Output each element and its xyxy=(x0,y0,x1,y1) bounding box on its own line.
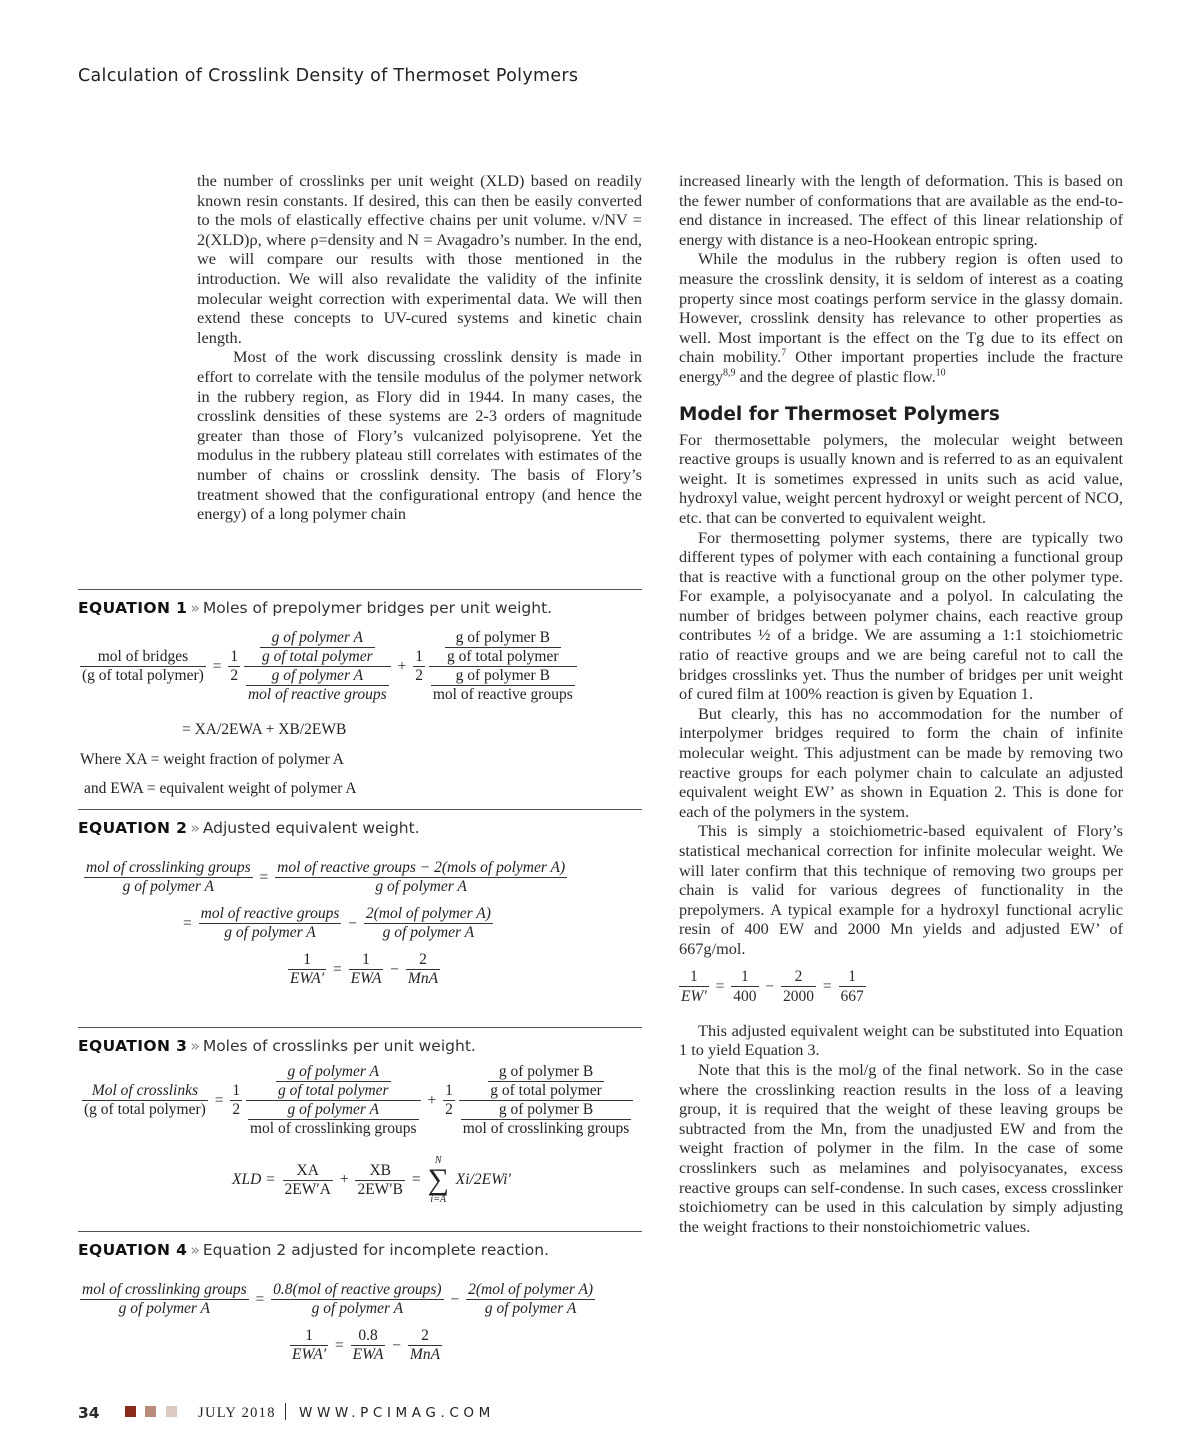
eq2-term-2: $\frac{\text{2(mol of polymer A)}}{\text{g of polymer A}}$ xyxy=(365,905,491,941)
footer-square-2 xyxy=(145,1406,156,1417)
eq1-where-1: Where XA = weight fraction of polymer A xyxy=(80,751,344,768)
reference-8-9: 8,9 xyxy=(723,367,736,379)
reference-7: 7 xyxy=(781,347,787,359)
left-paragraph-2: Most of the work discussing crosslink density is made in effort to correlate with the tensile modulus of the polymer network in the rubbery region, as Flory did in 1944. In many cases, the crosslink densities of these systems are 2-3 orders of magnitude greater than those of Flory’s vulcanized polyisoprene. Yet the modulus in the rubbery plateau still correlates with estimates of the number of chains or crosslink density. The basis of Flory’s treatment showed that the configurational entropy (and hence the energy) of a long polymer chain xyxy=(197,347,642,524)
eq4-inv-mn: $\frac{2}{\text{MnA}}$ xyxy=(409,1327,441,1363)
inline-equation-example: $\frac{1}{EW'}$ = $\frac{1}{400}$ − $\frac{2}{2000}$ = $\frac{1}{667}$ xyxy=(681,967,864,1006)
section-heading: Model for Thermoset Polymers xyxy=(679,403,1000,425)
equation-2: EQUATION 2 » Adjusted equivalent weight. $\frac{\text{mol of crosslinking groups}}{\text{g of polymer A}}$ = $\frac{\text{mol of reactive groups − 2(mols of polymer A)}}{\text{g of polymer A}}$ = $\frac{\text{mol of reactive groups}}{\text{g of polymer A}}$ − $\frac{\text{2(mol of polymer A)}}{\text{g of polymer A}}$ $\frac{1}{\text{EWA′}}$ = $\frac{1}{\text{EWA}}$ − $\frac{2}{\text{MnA}}$ xyxy=(78,809,642,1017)
equation-2-number: EQUATION 2 xyxy=(78,819,188,837)
equation-4-label: EQUATION 4 » Equation 2 adjusted for incomplete reaction. xyxy=(78,1241,550,1259)
right-paragraph-5: But clearly, this has no accommodation for the number of interpolymer bridges required to form the chain of infinite molecular weight. This adjustment can be made by removing two reactive groups for each polymer chain to calculate an adjusted equivalent weight EW’ as shown in Equation 2. This is done for each of the polymers in the system. xyxy=(679,703,1123,821)
eq1-half-a: $\frac{1}{2}$ xyxy=(230,648,239,684)
eq3-sum-term: Xi/2EWi′ xyxy=(455,1171,511,1188)
eq2-inv-mn: $\frac{2}{\text{MnA}}$ xyxy=(407,951,439,987)
eq1-term-a: $\frac{\frac{\text{g of polymer A}}{\text{g of total polymer}}}{\frac{\text{g of polymer A}}{\text{mol of reactive groups}}}$ xyxy=(244,629,391,704)
equation-2-label: EQUATION 2 » Adjusted equivalent weight. xyxy=(78,819,420,837)
eq3-term-b: $\frac{\frac{\text{g of polymer B}}{\text{g of total polymer}}}{\frac{\text{g of polymer B}}{\text{mol of crosslinking groups}}}$ xyxy=(459,1063,634,1138)
eq4-term-2: $\frac{\text{2(mol of polymer A)}}{\text{g of polymer A}}$ xyxy=(468,1281,594,1317)
equation-3-caption: Moles of crosslinks per unit weight. xyxy=(202,1037,476,1055)
equation-3-rule xyxy=(78,1027,642,1028)
eq2-inv-ewp: $\frac{1}{\text{EWA′}}$ xyxy=(290,951,325,987)
eq4-term-1: $\frac{\text{0.8(mol of reactive groups)}}{\text{g of polymer A}}$ xyxy=(273,1281,442,1317)
left-column xyxy=(197,171,642,524)
eq3-sum: N ∑ i=A xyxy=(427,1155,449,1205)
right-paragraph-7: This adjusted equivalent weight can be substituted into Equation 1 to yield Equation 3. xyxy=(679,1020,1123,1060)
equation-1: EQUATION 1 » Moles of prepolymer bridges per unit weight. $\frac{\text{mol of bridges}}{\text{(g of total polymer)}}$ = $\frac{1}{2}$ $\frac{\frac{\text{g of polymer A}}{\text{g of total polymer}}}{\frac{\text{g of polymer A}}{\text{mol of reactive groups}}}$ + $\frac{1}{2}$ $\frac{\frac{\text{g of polymer B}}{\text{g of total polymer}}}{\frac{\text{g of polymer B}}{\text{mol of reactive groups}}}$ = XA/2EWA + XB/2EWB Where XA = weight fraction of polymer A and EWA = equivalent weight of polymer A xyxy=(78,589,642,797)
eq3-term-a: $\frac{\frac{\text{g of polymer A}}{\text{g of total polymer}}}{\frac{\text{g of polymer A}}{\text{mol of crosslinking groups}}}$ xyxy=(246,1063,421,1138)
eq4-inv-ewp: $\frac{1}{\text{EWA′}}$ xyxy=(292,1327,327,1363)
eq1-result: = XA/2EWA + XB/2EWB xyxy=(182,721,347,738)
eq3-xld: XLD = xyxy=(232,1171,276,1188)
right-paragraph-3: For thermosettable polymers, the molecular weight between reactive groups is usually known and is referred to as an equivalent weight. It is sometimes expressed in units such as acid value, hydroxyl value, weight percent hydroxyl or weight percent of NCO, etc. that can be converted to equivalent weight. xyxy=(679,429,1123,527)
equation-4: EQUATION 4 » Equation 2 adjusted for incomplete reaction. $\frac{\text{mol of crosslinking groups}}{\text{g of polymer A}}$ = $\frac{\text{0.8(mol of reactive groups)}}{\text{g of polymer A}}$ − $\frac{\text{2(mol of polymer A)}}{\text{g of polymer A}}$ $\frac{1}{\text{EWA′}}$ = $\frac{0.8}{\text{EWA}}$ − $\frac{2}{\text{MnA}}$ xyxy=(78,1231,642,1399)
eq1-half-b: $\frac{1}{2}$ xyxy=(415,648,423,684)
eq3-half-b: $\frac{1}{2}$ xyxy=(445,1082,453,1118)
footer-url[interactable]: WWW.PCIMAG.COM xyxy=(299,1405,495,1421)
equation-4-number: EQUATION 4 xyxy=(78,1241,188,1259)
eq3-half-a: $\frac{1}{2}$ xyxy=(232,1082,241,1118)
equation-3-label: EQUATION 3 » Moles of crosslinks per unit weight. xyxy=(78,1037,476,1055)
right-paragraph-2: While the modulus in the rubbery region is often used to measure the crosslink density, it is seldom of interest as a coating property since most coatings perform service in the glassy domain. However, crosslink density has relevance to other properties as well. Most important is the effect on the Tg due to its effect on chain mobility.$^7$ Other important properties include the fracture energy$^{8,9}$ and the degree of plastic flow.$^{10}$ xyxy=(679,249,1123,386)
right-paragraph-8: Note that this is the mol/g of the final network. So in the case where the crosslinking reaction results in the loss of a leaving group, it is required that the weight of these leaving groups be subtracted from the Mn, from the unadjusted EW and from the weight fraction of polymer in the film. In the case of some crosslinkers such as melamines and polyisocyanates, excess reactive groups can self-condense. In such cases, excess crosslinker stoichiometry can be used in this calculation by simply adjusting the weight fractions to their nonstoichiometric values. xyxy=(679,1059,1123,1236)
footer-date: JULY 2018 xyxy=(198,1405,276,1421)
equation-1-label: EQUATION 1 » Moles of prepolymer bridges per unit weight. xyxy=(78,599,553,617)
eq1-where-2: and EWA = equivalent weight of polymer A xyxy=(84,780,357,797)
footer-divider xyxy=(285,1403,286,1420)
eq2-inv-ew: $\frac{1}{\text{EWA}}$ xyxy=(350,951,382,987)
eq2-rhs: $\frac{\text{mol of reactive groups − 2(mols of polymer A)}}{\text{g of polymer A}}$ xyxy=(277,859,566,895)
equation-3-number: EQUATION 3 xyxy=(78,1037,188,1055)
equation-3: EQUATION 3 » Moles of crosslinks per unit weight. $\frac{\text{Mol of crosslinks}}{\text{(g of total polymer)}}$ = $\frac{1}{2}$ $\frac{\frac{\text{g of polymer A}}{\text{g of total polymer}}}{\frac{\text{g of polymer A}}{\text{mol of crosslinking groups}}}$ + $\frac{1}{2}$ $\frac{\frac{\text{g of polymer B}}{\text{g of total polymer}}}{\frac{\text{g of polymer B}}{\text{mol of crosslinking groups}}}$ XLD = $\frac{XA}{2EW'A}$ + $\frac{XB}{2EW'B}$ = N ∑ i=A Xi/2EWi′ xyxy=(78,1027,642,1235)
eq4-lhs: $\frac{\text{mol of crosslinking groups}}{\text{g of polymer A}}$ xyxy=(82,1281,247,1317)
right-column xyxy=(679,171,1123,1236)
running-head: Calculation of Crosslink Density of Thermoset Polymers xyxy=(78,66,579,86)
equation-2-rule xyxy=(78,809,642,810)
footer-square-1 xyxy=(125,1406,136,1417)
eq4-inv-ew: $\frac{0.8}{\text{EWA}}$ xyxy=(352,1327,384,1363)
eq3-xb-term: $\frac{XB}{2EW'B}$ xyxy=(357,1161,404,1198)
reference-10: 10 xyxy=(935,367,946,379)
right-paragraph-6: This is simply a stoichiometric-based equivalent of Flory’s statistical mechanical correction for infinite molecular weight. We will later confirm that this technique of removing two groups per chain is valid for various degrees of functionality in the prepolymers. A typical example for a hydroxyl functional acrylic resin of 400 EW and 2000 Mn yields and adjusted EW’ of 667g/mol. xyxy=(679,821,1123,958)
footer-square-3 xyxy=(166,1406,177,1417)
eq2-term-1: $\frac{\text{mol of reactive groups}}{\text{g of polymer A}}$ xyxy=(200,905,340,941)
eq1-term-b: $\frac{\frac{\text{g of polymer B}}{\text{g of total polymer}}}{\frac{\text{g of polymer B}}{\text{mol of reactive groups}}}$ xyxy=(429,629,577,704)
eq1-lhs: $\frac{\text{mol of bridges}}{\text{(g of total polymer)}}$ xyxy=(82,648,204,684)
right-paragraph-1: increased linearly with the length of deformation. This is based on the fewer number of conformations that are available as the end-to-end distance in increased. The effect of this linear relationship of energy with distance is a neo-Hookean entropic spring. xyxy=(679,171,1123,249)
equation-4-caption: Equation 2 adjusted for incomplete reaction. xyxy=(202,1241,550,1259)
equation-1-caption: Moles of prepolymer bridges per unit weight. xyxy=(202,599,553,617)
equation-2-caption: Adjusted equivalent weight. xyxy=(202,819,420,837)
equation-4-rule xyxy=(78,1231,642,1232)
page-number: 34 xyxy=(78,1404,100,1422)
left-paragraph-1: the number of crosslinks per unit weight (XLD) based on readily known resin constants. If desired, this can then be easily converted to the mols of elastically effective chains per unit volume. v/NV = 2(XLD)ρ, where ρ=density and N = Avagadro’s number. In the end, we will compare our results with those mentioned in the introduction. We will also revalidate the validity of the infinite molecular weight correction with experimental data. We will then extend these concepts to UV-cured systems and kinetic chain length. xyxy=(197,171,642,347)
equation-1-rule xyxy=(78,589,642,590)
equation-1-number: EQUATION 1 xyxy=(78,599,188,617)
eq3-xa-term: $\frac{XA}{2EW'A}$ xyxy=(284,1161,331,1198)
right-paragraph-4: For thermosetting polymer systems, there are typically two different types of polymer with each containing a functional group that is reactive with a functional group on the other polymer type. For example, a polyisocyanate and a polyol. In calculating the number of bridges between polymer chains, each reactive group contributes ½ of a bridge. We are assuming a 1:1 stoichiometric ratio of reactive groups and we are being careful not to call the bridges crosslinks yet. Thus the number of bridges per unit weight of cured film at 100% reaction is given by Equation 1. xyxy=(679,527,1123,704)
eq3-lhs: $\frac{\text{Mol of crosslinks}}{\text{(g of total polymer)}}$ xyxy=(84,1082,206,1118)
eq2-lhs: $\frac{\text{mol of crosslinking groups}}{\text{g of polymer A}}$ xyxy=(86,859,251,895)
